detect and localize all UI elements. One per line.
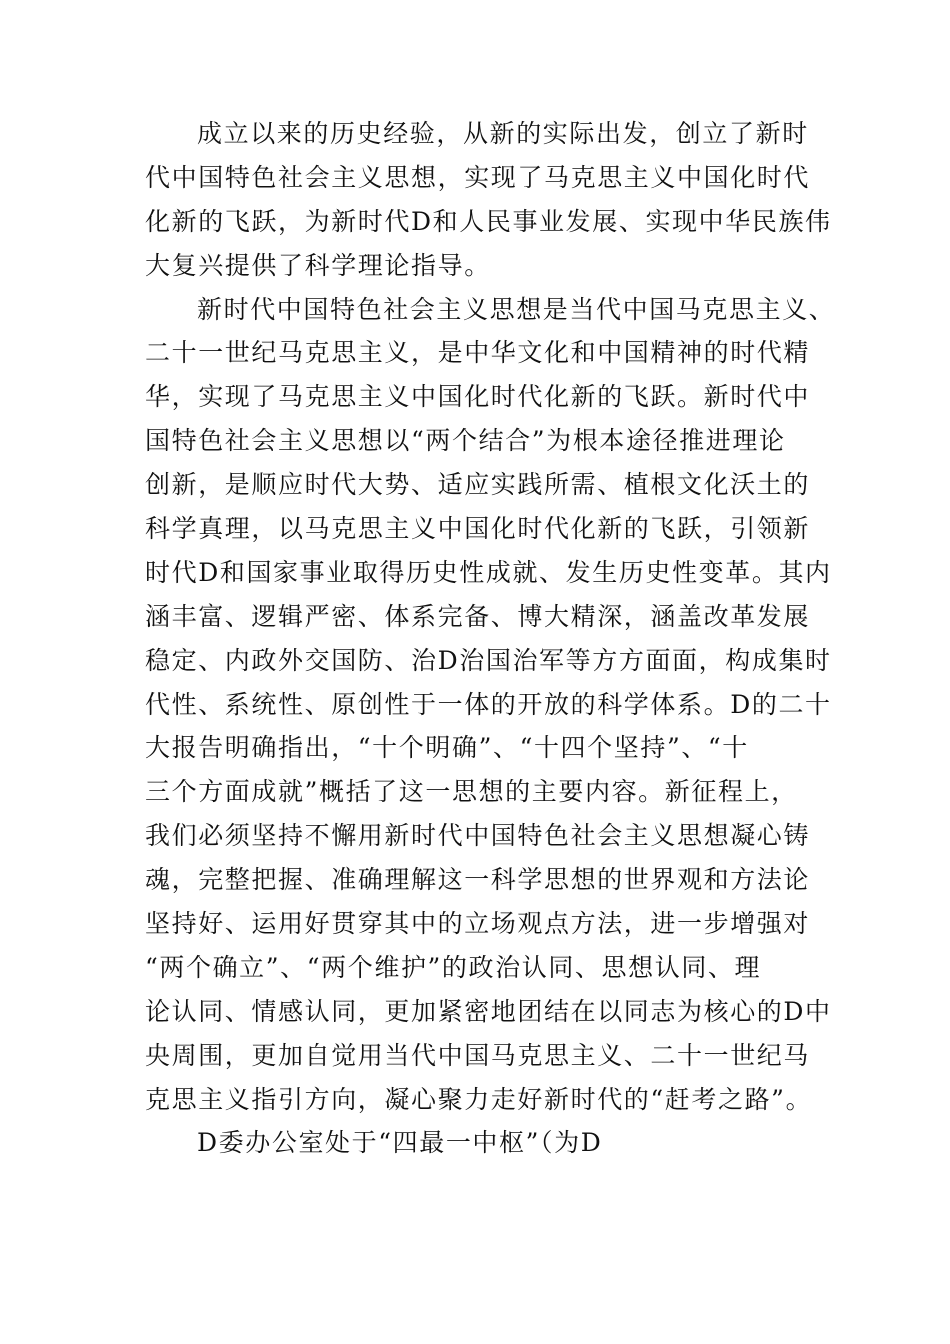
text-line: “两个确立”、“两个维护”的政治认同、思想认同、理	[145, 952, 762, 982]
text-line: 创新，是顺应时代大势、适应实践所需、植根文化沃土的	[145, 470, 811, 500]
text-line: 二十一世纪马克思主义，是中华文化和中国精神的时代精	[145, 338, 811, 368]
text-line: 稳定、内政外交国防、治D治国治军等方方面面，构成集时	[145, 645, 832, 675]
text-line: 时代D和国家事业取得历史性成就、发生历史性变革。其内	[145, 557, 832, 587]
text-line: 魂，完整把握、准确理解这一科学思想的世界观和方法论	[145, 865, 811, 895]
text-line: 代性、系统性、原创性于一体的开放的科学体系。D的二十	[145, 689, 832, 719]
text-line: 坚持好、运用好贯穿其中的立场观点方法，进一步增强对	[145, 909, 811, 939]
text-line: D委办公室处于“四最一中枢”（为D	[197, 1128, 603, 1158]
document-body	[145, 112, 835, 1165]
text-line: 央周围，更加自觉用当代中国马克思主义、二十一世纪马	[145, 1040, 811, 1070]
text-line: 新时代中国特色社会主义思想是当代中国马克思主义、	[197, 294, 836, 324]
paragraph	[145, 288, 835, 1122]
text-line: 论认同、情感认同，更加紧密地团结在以同志为核心的D中	[145, 996, 832, 1026]
text-line: 国特色社会主义思想以“两个结合”为根本途径推进理论	[145, 426, 786, 456]
text-line: 大报告明确指出，“十个明确”、“十四个坚持”、“十	[145, 733, 749, 763]
paragraph	[145, 112, 835, 288]
text-line: 涵丰富、逻辑严密、体系完备、博大精深，涵盖改革发展	[145, 601, 811, 631]
text-line: 华，实现了马克思主义中国化时代化新的飞跃。新时代中	[145, 382, 811, 412]
text-line: 大复兴提供了科学理论指导。	[145, 250, 491, 280]
text-line: 科学真理，以马克思主义中国化时代化新的飞跃，引领新	[145, 514, 811, 544]
text-line: 三个方面成就”概括了这一思想的主要内容。新征程上，	[145, 777, 798, 807]
text-line: 成立以来的历史经验，从新的实际出发，创立了新时	[197, 119, 809, 148]
text-line: 化新的飞跃，为新时代D和人民事业发展、实现中华民族伟	[145, 206, 832, 236]
text-line: 我们必须坚持不懈用新时代中国特色社会主义思想凝心铸	[145, 821, 811, 851]
text-line: 代中国特色社会主义思想，实现了马克思主义中国化时代	[145, 162, 811, 192]
paragraph	[145, 1121, 835, 1165]
text-line: 克思主义指引方向，凝心聚力走好新时代的“赶考之路”。	[145, 1084, 813, 1114]
